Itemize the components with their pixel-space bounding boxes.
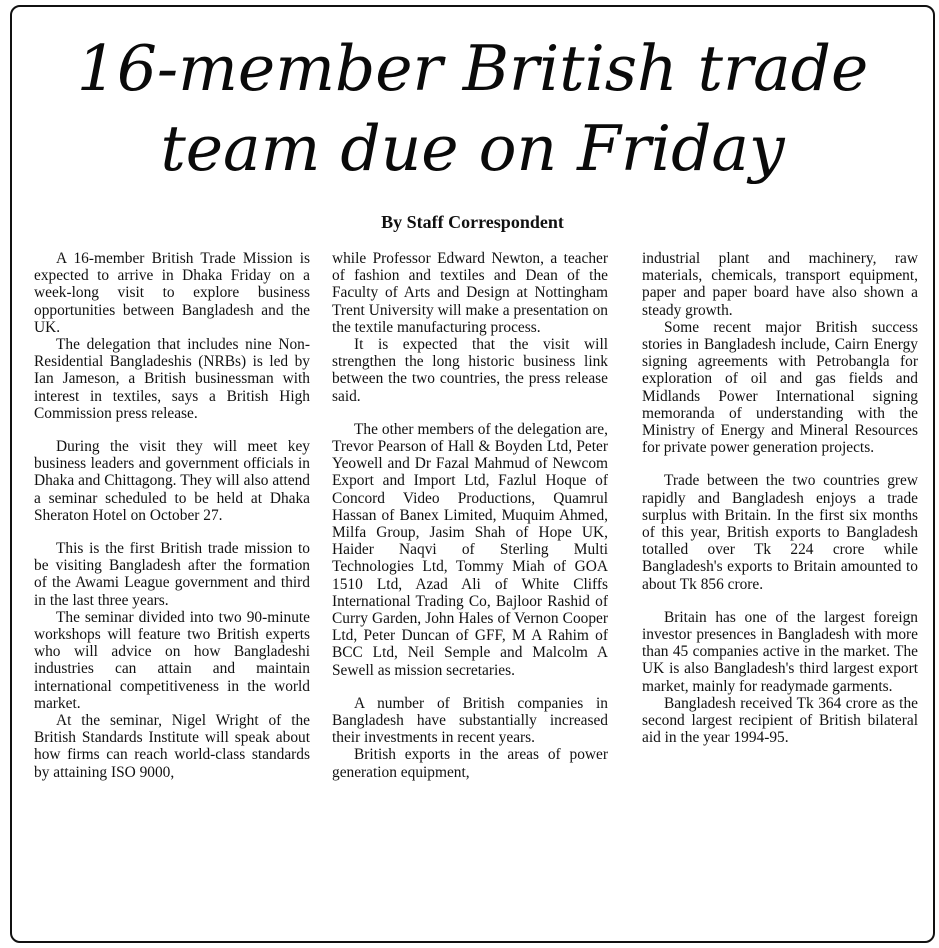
paragraph: During the visit they will meet key business leaders and government officials in Dhaka and Chittagong. They will also attend a seminar scheduled to be held at Dhaka Sheraton Hotel on October 27. — [34, 438, 310, 524]
paragraph: Britain has one of the largest foreign investor presences in Bangladesh with more than 45 companies active in the market. The UK is also Bangladesh's third largest export market, mainly for readymade garments. — [642, 608, 918, 695]
paragraph: It is expected that the visit will strengthen the long historic business link between the two countries, the press release said. — [332, 336, 608, 405]
paragraph: The seminar divided into two 90-minute workshops will feature two British experts who will advice on how Bangladeshi industries can attain and maintain international competitiveness in the world market. — [34, 608, 310, 712]
headline-line-1: 16-member British trade — [76, 32, 869, 105]
byline: By Staff Correspondent — [381, 212, 564, 232]
paragraph: At the seminar, Nigel Wright of the British Standards Institute will speak about how firms can reach world-class standards by attaining ISO 9000, — [34, 712, 310, 781]
paragraph: industrial plant and machinery, raw materials, chemicals, transport equipment, paper and paper board have also shown a steady growth. — [642, 250, 918, 319]
headline-line-2: team due on Friday — [160, 112, 785, 185]
paragraph: A 16-member British Trade Mission is expected to arrive in Dhaka Friday on a week-long visit to explore business opportunities between Bangladesh and the UK. — [34, 250, 310, 336]
newspaper-clipping — [10, 5, 935, 943]
paragraph: A number of British companies in Bangladesh have substantially increased their investments in recent years. — [332, 694, 608, 747]
paragraph: The other members of the delegation are, Trevor Pearson of Hall & Boyden Ltd, Peter Yeowell and Dr Fazal Mahmud of Newcom Export and Import Ltd, Fazlul Hoque of Concord Video Productions, Quamrul Hassan of Banex Limited, Muquim Ahmed, Milfa Group, Jasim Shah of Hope UK, Haider Naqvi of Sterling Multi Technologies Ltd, Tommy Miah of GOA 1510 Ltd, Azad Ali of White Cliffs International Trading Co, Bajloor Rashid of Curry Garden, John Hales of Vernon Cooper Ltd, Peter Duncan of GFF, M A Rahim of BCC Ltd, Neil Semple and Malcolm A Sewell as mission secretaries. — [332, 420, 608, 679]
paragraph: Trade between the two countries grew rapidly and Bangladesh enjoys a trade surplus with Britain. In the first six months of this year, British exports to Bangladesh totalled over Tk 224 crore while Bangladesh's exports to Britain amounted to about Tk 856 crore. — [642, 472, 918, 593]
paragraph: Some recent major British success stories in Bangladesh include, Cairn Energy signing agreements with Petrobangla for exploration of oil and gas fields and Midlands Power International signing memoranda of understanding with the Ministry of Energy and Mineral Resources for private power generation projects. — [642, 318, 918, 457]
paragraph: Bangladesh received Tk 364 crore as the second largest recipient of British bilateral aid in the year 1994-95. — [642, 694, 918, 747]
article-column-1 — [34, 250, 310, 781]
paragraph: This is the first British trade mission to be visiting Bangladesh after the formation of the Awami League government and third in the last three years. — [34, 540, 310, 609]
paragraph: British exports in the areas of power generation equipment, — [332, 746, 608, 781]
article-column-2 — [332, 250, 608, 781]
article-column-3 — [642, 250, 918, 746]
headline — [12, 29, 933, 189]
paragraph: The delegation that includes nine Non-Residential Bangladeshis (NRBs) is led by Ian Jameson, a British businessman with interest in textiles, says a British High Commission press release. — [34, 336, 310, 422]
paragraph: while Professor Edward Newton, a teacher of fashion and textiles and Dean of the Faculty of Arts and Design at Nottingham Trent University will make a presentation on the textile manufacturing process. — [332, 250, 608, 336]
